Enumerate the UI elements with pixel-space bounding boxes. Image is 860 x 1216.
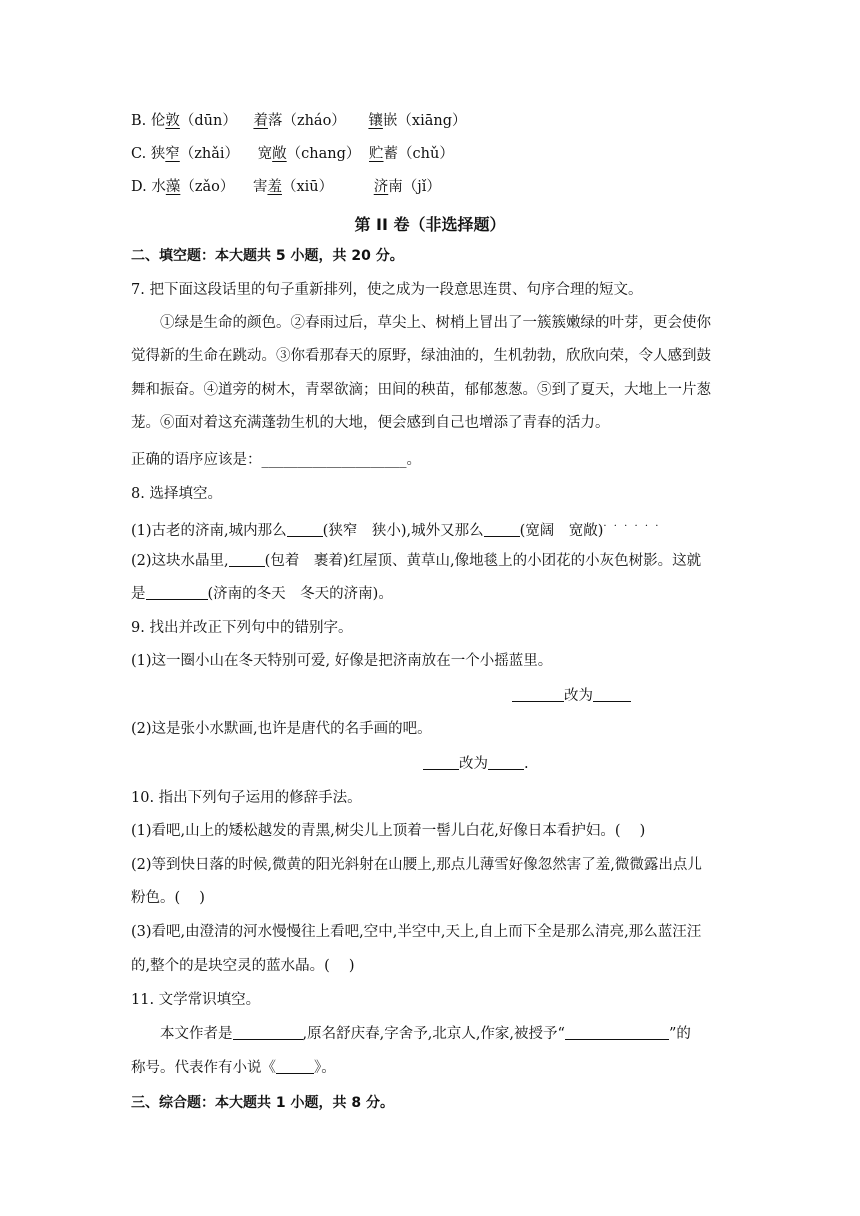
q10-item1: (1)看吧,山上的矮松越发的青黑,树尖儿上顶着一髻儿白花,好像日本看护妇。( ) bbox=[131, 823, 646, 839]
q7-passage-line2: 觉得新的生命在跳动。③你看那春天的原野，绿油油的，生机勃勃，欣欣向荣，令人感到鼓 bbox=[131, 348, 711, 364]
q9-right-char-2[interactable] bbox=[488, 755, 524, 770]
q11-line2: 称号。代表作有小说《 》。 bbox=[131, 1060, 336, 1076]
q9-correction2: 改为 . bbox=[423, 754, 529, 774]
q9-right-char-1[interactable] bbox=[593, 687, 631, 702]
option-d: D. 水藻（zǎo） 害羞（xiū） 济南（jǐ） bbox=[131, 179, 441, 195]
q11-blank-author[interactable] bbox=[233, 1025, 303, 1040]
q7-passage-line4: 茏。⑥面对着这充满蓬勃生机的大地，便会感到自己也增添了青春的活力。 bbox=[131, 415, 610, 431]
q7-passage-line1: ①绿是生命的颜色。②春雨过后，草尖上、树梢上冒出了一簇簇嫩绿的叶芽，更会使你 bbox=[160, 315, 711, 331]
q10-item3-line1: (3)看吧,由澄清的河水慢慢往上看吧,空中,半空中,天上,自上而下全是那么清亮,那么蓝汪汪 bbox=[131, 924, 702, 940]
option-b: B. 伦敦（dūn） 着落（zháo） 镶嵌（xiāng） bbox=[131, 113, 467, 129]
q9-sentence2: (2)这是张小水默画,也许是唐代的名手画的吧。 bbox=[131, 721, 432, 737]
q9-sentence1: (1)这一圈小山在冬天特别可爱, 好像是把济南放在一个小摇蓝里。 bbox=[131, 653, 553, 669]
part2-title: 第 II 卷（非选择题） bbox=[354, 215, 506, 234]
section2-heading: 二、填空题：本大题共 5 小题，共 20 分。 bbox=[131, 248, 404, 264]
q10-item2-line2: 粉色。( ) bbox=[131, 890, 205, 906]
q11-line1: 本文作者是 ,原名舒庆春,字舍予,北京人,作家,被授予“ ”的 bbox=[160, 1026, 691, 1042]
q8-blank-2[interactable] bbox=[484, 522, 520, 537]
q8-blank-3[interactable] bbox=[229, 552, 265, 567]
q11-stem: 11. 文学常识填空。 bbox=[131, 992, 261, 1008]
q9-correction1: 改为 bbox=[512, 686, 631, 706]
q8-item2-cont: 是 (济南的冬天 冬天的济南)。 bbox=[131, 586, 393, 602]
q9-wrong-char-1[interactable] bbox=[512, 687, 564, 702]
q10-stem: 10. 指出下列句子运用的修辞手法。 bbox=[131, 790, 362, 806]
q9-wrong-char-2[interactable] bbox=[423, 755, 459, 770]
q8-stem: 8. 选择填空。 bbox=[131, 486, 222, 502]
q11-blank-novel[interactable] bbox=[276, 1059, 314, 1074]
q8-item2: (2)这块水晶里, (包着 裹着)红屋顶、黄草山,像地毯上的小团花的小灰色树影。这就 bbox=[131, 553, 702, 569]
section3-heading: 三、综合题：本大题共 1 小题，共 8 分。 bbox=[131, 1095, 394, 1111]
q8-blank-1[interactable] bbox=[287, 522, 323, 537]
q11-blank-title[interactable] bbox=[565, 1025, 669, 1040]
option-c: C. 狭窄（zhǎi） 宽敞（chang） 贮蓄（chǔ） bbox=[131, 146, 454, 162]
q9-stem: 9. 找出并改正下列句中的错别字。 bbox=[131, 620, 353, 636]
q10-item2-line1: (2)等到快日落的时候,微黄的阳光斜射在山腰上,那点儿薄雪好像忽然害了羞,微微露出点儿 bbox=[131, 857, 702, 873]
q8-blank-4[interactable] bbox=[146, 585, 208, 600]
q7-passage-line3: 舞和振奋。④道旁的树木，青翠欲滴；田间的秧苗，郁郁葱葱。⑤到了夏天，大地上一片葱 bbox=[131, 382, 711, 398]
q8-item1: (1)古老的济南,城内那么 (狭窄 狭小),城外又那么 (宽阔 宽敞)· · · · · · bbox=[131, 521, 661, 539]
q7-answer-line[interactable]: 正确的语序应该是：____________________。 bbox=[131, 452, 421, 468]
q10-item3-line2: 的,整个的是块空灵的蓝水晶。( ) bbox=[131, 958, 355, 974]
q7-stem: 7. 把下面这段话里的句子重新排列，使之成为一段意思连贯、句序合理的短文。 bbox=[131, 282, 643, 298]
